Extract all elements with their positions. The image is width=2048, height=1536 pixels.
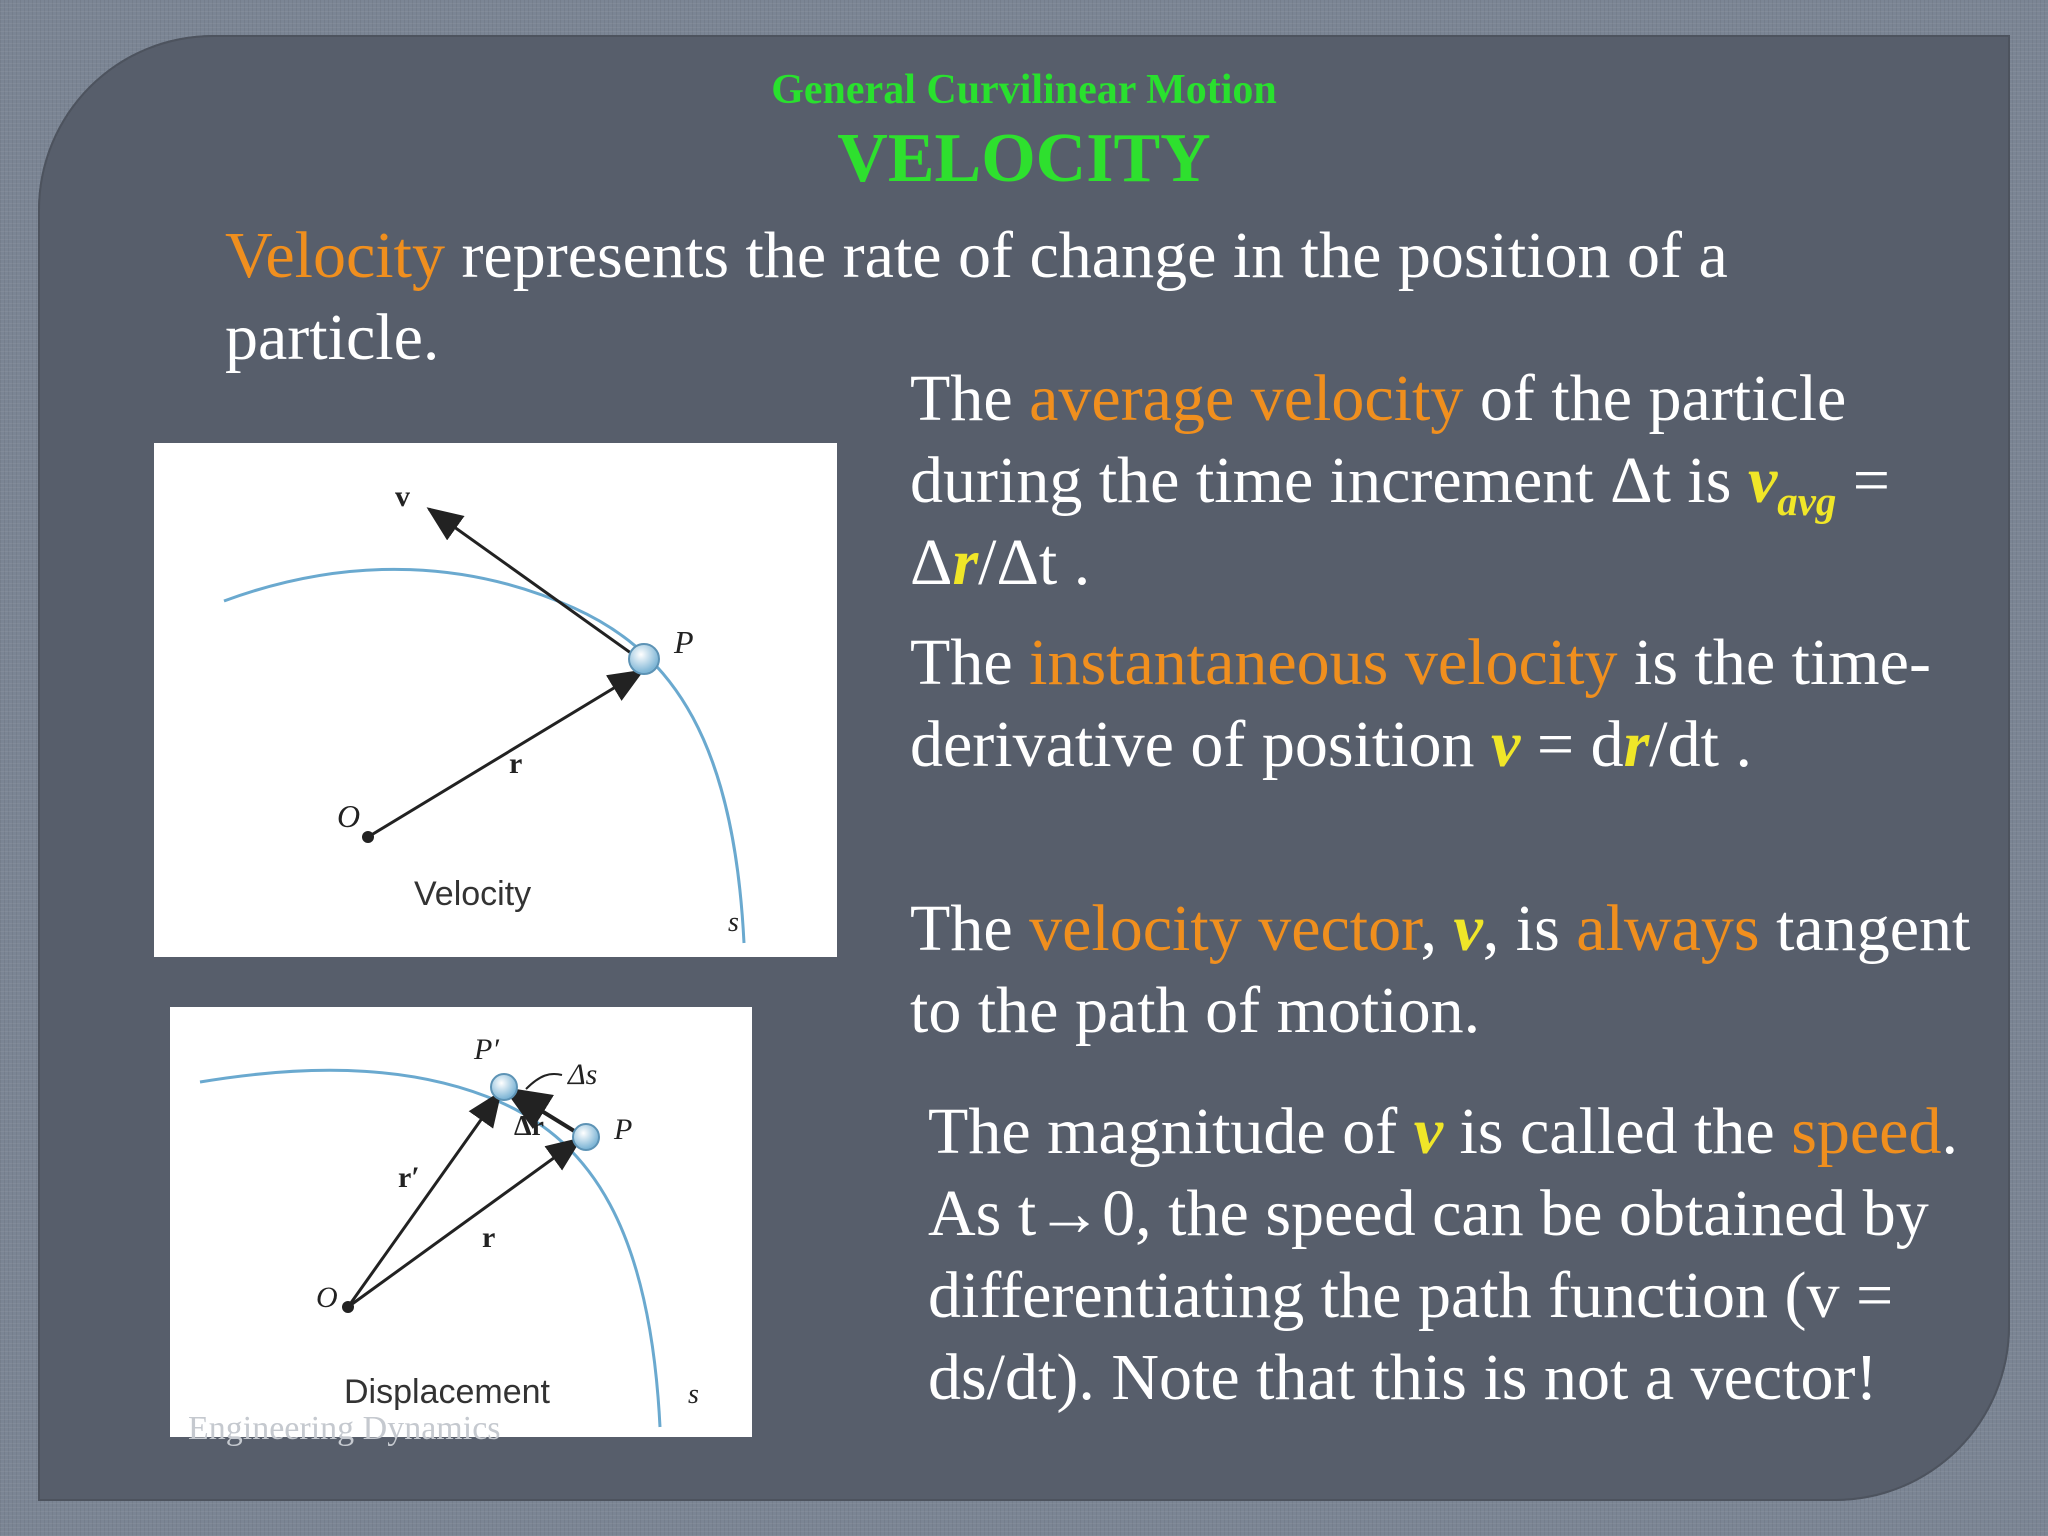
text: tangent to the path of motion. bbox=[910, 892, 1971, 1047]
text: = Δ bbox=[910, 444, 1891, 599]
footer-text: Engineering Dynamics bbox=[188, 1410, 501, 1447]
text: = d bbox=[1520, 708, 1624, 781]
particle-p bbox=[573, 1124, 599, 1150]
instantaneous-velocity-paragraph bbox=[910, 622, 1990, 786]
highlight-velocity-vector: velocity vector bbox=[1029, 892, 1421, 965]
text: The bbox=[910, 626, 1030, 699]
label-o: O bbox=[316, 1281, 338, 1314]
particle-p bbox=[629, 644, 659, 674]
vector-v: v bbox=[1453, 892, 1483, 965]
position-vector-r bbox=[348, 1139, 580, 1307]
highlight-always: always bbox=[1576, 892, 1760, 965]
vector-v: v bbox=[1747, 444, 1778, 517]
position-vector-r-prime bbox=[348, 1093, 500, 1307]
vector-r: r bbox=[1623, 708, 1650, 781]
label-dr: Δr bbox=[514, 1111, 544, 1142]
slide-title: VELOCITY bbox=[837, 120, 1211, 197]
highlight-instantaneous-velocity: instantaneous velocity bbox=[1029, 626, 1618, 699]
text: is called the bbox=[1442, 1095, 1792, 1168]
label-ds: Δs bbox=[568, 1058, 598, 1091]
label-r: r bbox=[509, 747, 523, 780]
velocity-figure bbox=[154, 443, 837, 957]
text: /dt . bbox=[1649, 708, 1752, 781]
position-vector-r bbox=[368, 671, 642, 837]
vector-v: v bbox=[1491, 708, 1521, 781]
arc-ds-pointer bbox=[526, 1074, 562, 1089]
particle-p-prime bbox=[491, 1074, 517, 1100]
text: , is bbox=[1482, 892, 1577, 965]
average-velocity-paragraph bbox=[910, 358, 1990, 604]
text: is the time-derivative of position bbox=[910, 626, 1931, 781]
displacement-figure bbox=[170, 1007, 752, 1437]
origin-o bbox=[362, 831, 374, 843]
label-p: P bbox=[614, 1113, 633, 1146]
slide-subtitle: General Curvilinear Motion bbox=[771, 67, 1277, 113]
text: The bbox=[910, 362, 1030, 435]
speed-paragraph bbox=[928, 1091, 1998, 1419]
figure-caption-velocity: Velocity bbox=[414, 875, 532, 913]
label-p: P bbox=[674, 624, 694, 660]
velocity-vector-v bbox=[429, 509, 642, 661]
label-s: s bbox=[688, 1379, 699, 1410]
vector-r: r bbox=[952, 526, 979, 599]
intro-text: represents the rate of change in the position of a particle. bbox=[225, 219, 1728, 374]
text: . As t→0, the speed can be obtained by differentiating the path function (v = ds/dt). Note that this is not a vector! bbox=[928, 1095, 1958, 1414]
text: /Δt . bbox=[978, 526, 1091, 599]
text: , bbox=[1420, 892, 1454, 965]
slide bbox=[38, 35, 2010, 1501]
highlight-velocity: Velocity bbox=[225, 219, 445, 292]
origin-o bbox=[342, 1301, 354, 1313]
label-r-prime: r′ bbox=[398, 1161, 420, 1194]
figure-caption-displacement: Displacement bbox=[344, 1373, 550, 1411]
displacement-diagram bbox=[170, 1007, 752, 1437]
velocity-diagram bbox=[154, 443, 837, 957]
text: of the particle during the time increment Δt is bbox=[910, 362, 1847, 517]
text: The magnitude of bbox=[928, 1095, 1414, 1168]
subscript-avg: avg bbox=[1777, 479, 1837, 525]
highlight-average-velocity: average velocity bbox=[1029, 362, 1464, 435]
label-p-prime: P′ bbox=[474, 1033, 499, 1066]
label-s: s bbox=[728, 907, 739, 938]
label-r: r bbox=[482, 1221, 496, 1254]
label-o: O bbox=[337, 798, 361, 834]
text: The bbox=[910, 892, 1030, 965]
label-v: v bbox=[395, 480, 410, 513]
highlight-speed: speed bbox=[1791, 1095, 1942, 1168]
intro-paragraph bbox=[225, 215, 1905, 379]
vector-v: v bbox=[1413, 1095, 1443, 1168]
velocity-vector-paragraph bbox=[910, 888, 1990, 1052]
